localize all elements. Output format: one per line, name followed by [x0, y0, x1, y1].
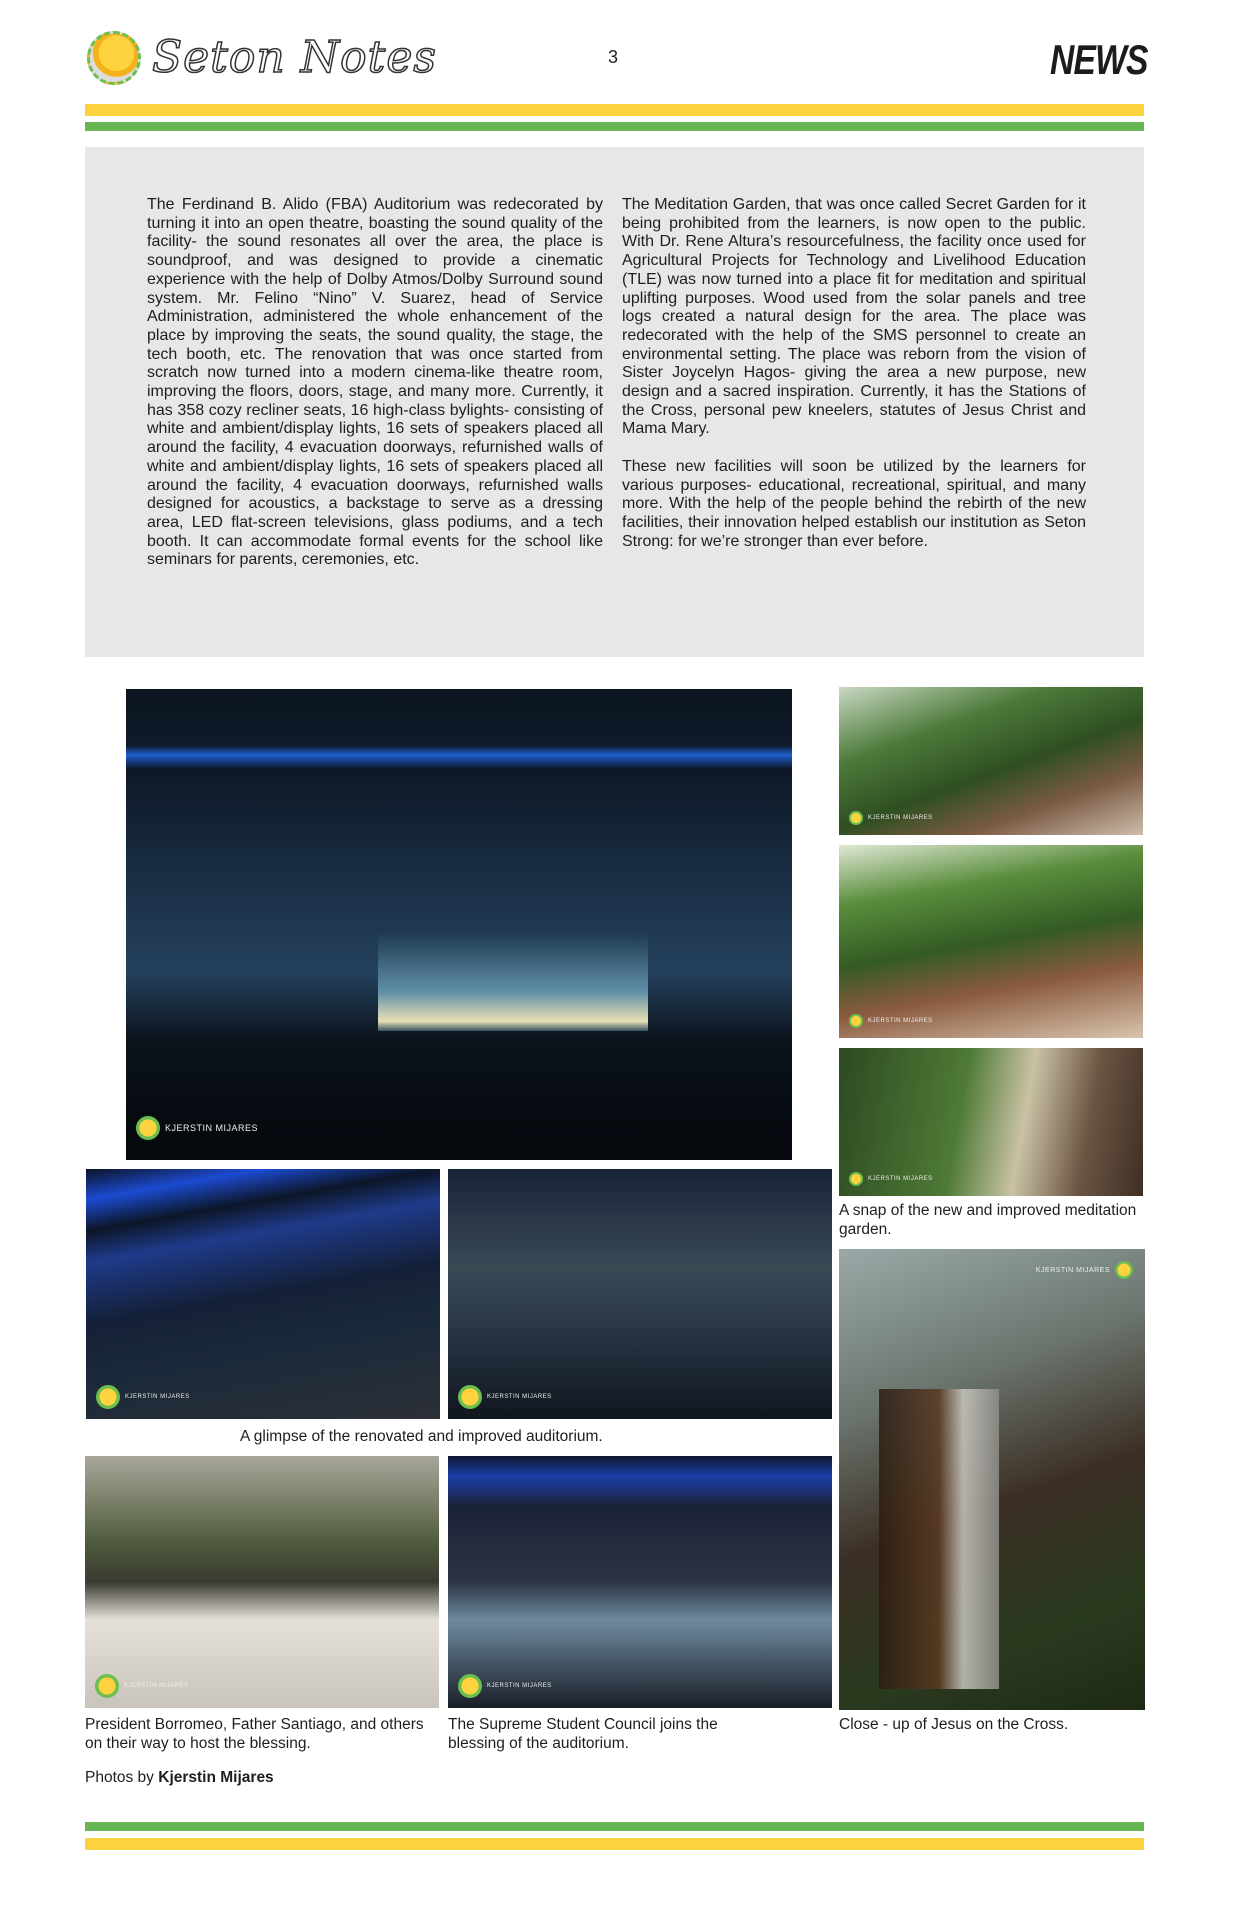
article-left-column — [147, 196, 603, 589]
blessing-walk-photo — [85, 1456, 439, 1708]
crucifix-figure — [879, 1389, 999, 1689]
auditorium-stage-photo — [126, 689, 792, 1160]
article-right-column — [622, 196, 1086, 570]
top-green-rule — [85, 122, 1144, 131]
photo-watermark: KJERSTIN MIJARES — [95, 1674, 189, 1698]
photo-watermark: KJERSTIN MIJARES — [849, 1172, 933, 1186]
cross-closeup-photo — [839, 1249, 1145, 1710]
auditorium-seats-photo-1 — [86, 1169, 440, 1419]
article-paragraph: The Meditation Garden, that was once called Secret Garden for it being prohibited from the learners, is now open to the public. With Dr. Rene Altura’s resourcefulness, the facility once used for Agricultural Projects for Technology and Livelihood Education (TLE) was now turned into a place fit for meditation and spiritual uplifting purposes. Wood used from the solar panels and tree logs created a natural design for the area. The place was redecorated with the help of the SMS personnel to create an environmental setting. The place was reborn from the vision of Sister Joycelyn Hagos- giving the area a new purpose, new design and a sacred inspiration. Currently, it has the Stations of the Cross, personal pew kneelers, statutes of Jesus Christ and Mama Mary. — [622, 196, 1086, 438]
auditorium-seats-photo-2 — [448, 1169, 832, 1419]
page-number: 3 — [608, 47, 619, 67]
seton-notes-logo-icon — [87, 31, 141, 85]
cinema-screen — [378, 933, 648, 1031]
garden-photo-3 — [839, 1048, 1143, 1196]
ssc-caption: The Supreme Student Council joins the blessing of the auditorium. — [448, 1716, 718, 1752]
bottom-yellow-rule — [85, 1838, 1144, 1850]
cross-caption: Close - up of Jesus on the Cross. — [839, 1716, 1069, 1733]
photo-watermark: KJERSTIN MIJARES — [458, 1385, 552, 1409]
garden-photo-1 — [839, 687, 1143, 835]
credit-prefix: Photos by — [85, 1769, 159, 1786]
garden-photo-2 — [839, 845, 1143, 1038]
photographer-name: Kjerstin Mijares — [158, 1769, 274, 1786]
article-paragraph: The Ferdinand B. Alido (FBA) Auditorium was redecorated by turning it into an open theatre, boasting the sound quality of the facility- the sound resonates all over the area, the place is soundproof, and was designed to provide a cinematic experience with the help of Dolby Atmos/Dolby Surround sound system. Mr. Felino “Nino” V. Suarez, head of Service Administration, administered the whole enhancement of the place by improving the seats, the sound quality, the stage, the tech booth, etc. The renovation that was once started from scratch now turned into a modern cinema-like theatre room, improving the floors, doors, stage, and many more. Currently, it has 358 cozy recliner seats, 16 high-class bylights- consisting of white and ambient/display lights, 16 sets of speakers placed all around the facility, 4 evacuation doorways, refurnished walls of white and ambient/display lights, 16 sets of speakers placed all around the facility, 4 evacuation doorways, refurnished walls designed for acoustics, a backstage to serve as a dressing area, LED flat-screen televisions, glass podiums, and a tech booth. It can accommodate formal events for the school like seminars for parents, ceremonies, etc. — [147, 196, 603, 569]
section-title: NEWS — [1050, 36, 1148, 83]
photo-watermark: KJERSTIN MIJARES — [136, 1116, 258, 1140]
top-yellow-rule — [85, 104, 1144, 116]
auditorium-caption: A glimpse of the renovated and improved auditorium. — [240, 1428, 603, 1445]
bottom-green-rule — [85, 1822, 1144, 1831]
photo-watermark: KJERSTIN MIJARES — [458, 1674, 552, 1698]
article-paragraph: These new facilities will soon be utilized by the learners for various purposes- educational, recreational, spiritual, and many more. With the help of the people behind the rebirth of the new facilities, their innovation helped establish our institution as Seton Strong: for we’re stronger than ever before. — [622, 457, 1086, 550]
photo-watermark: KJERSTIN MIJARES — [849, 811, 933, 825]
photo-watermark: KJERSTIN MIJARES — [849, 1014, 933, 1028]
ssc-blessing-photo — [448, 1456, 832, 1708]
photo-watermark: KJERSTIN MIJARES — [96, 1385, 190, 1409]
photo-watermark: KJERSTIN MIJARES — [1036, 1261, 1133, 1279]
masthead-wordmark: Seton Notes — [152, 32, 437, 83]
photo-credit — [85, 1768, 274, 1787]
blessing-walk-caption: President Borromeo, Father Santiago, and others on their way to host the blessing. — [85, 1716, 424, 1752]
garden-caption: A snap of the new and improved meditation garden. — [839, 1202, 1137, 1238]
